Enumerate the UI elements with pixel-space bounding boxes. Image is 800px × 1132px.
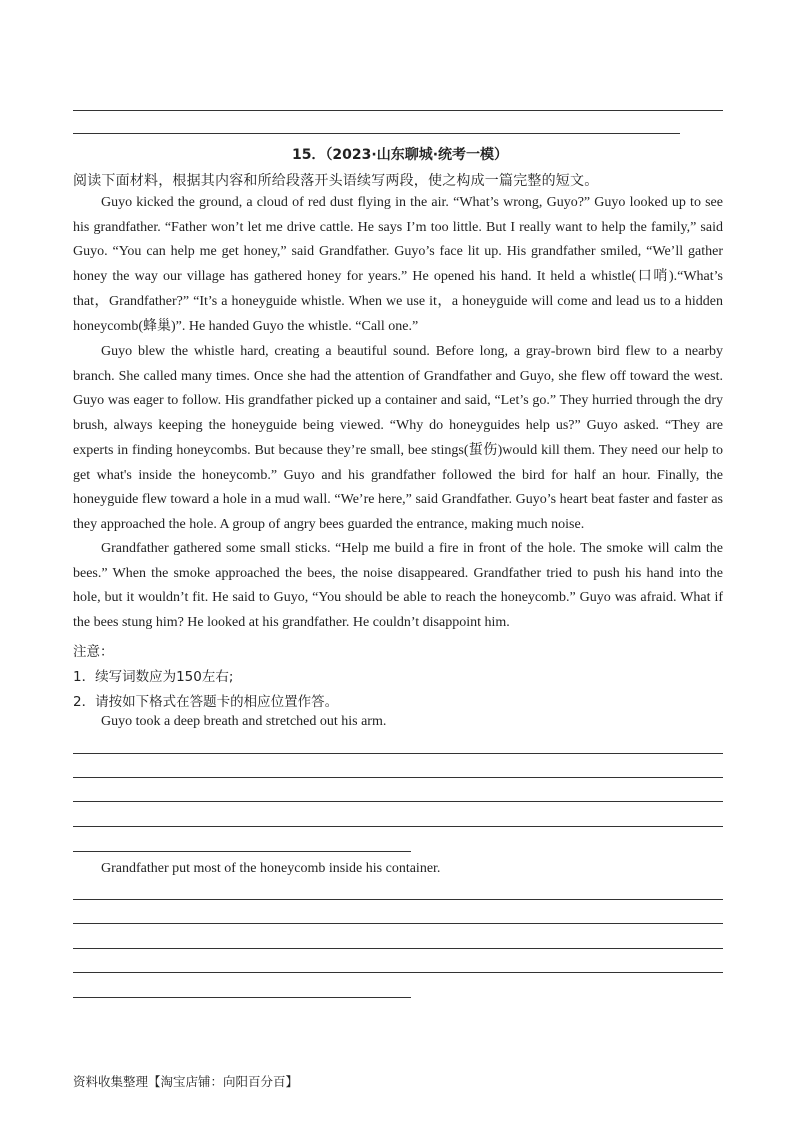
question-intro: 阅读下面材料，根据其内容和所给段落开头语续写两段，使之构成一篇完整的短文。: [73, 173, 599, 189]
answer-line: [73, 972, 723, 973]
question-title: 15．（2023·山东聊城·统考一模）: [291, 147, 509, 163]
answer-line: [73, 753, 723, 754]
answer-line: [73, 923, 723, 924]
answer-line: [73, 851, 411, 852]
notes-label: 注意：: [73, 644, 114, 660]
footer-source: 资料收集整理【淘宝店铺：向阳百分百】: [73, 1074, 299, 1089]
answer-line: [73, 899, 723, 900]
story-paragraph-1: Guyo kicked the ground, a cloud of red dust flying in the air. “What’s wrong, Guyo?” Guyo looked up to see his grandfather. “Father won’t let me drive cattle. He says I’m too little. But I really want to help the family,” said Guyo. “You can help me get honey,” said Grandfather. Guyo’s face lit up. His grandfather smiled, “We’ll gather honey the way our village has gathered honey for years.” He opened his hand. It held a whistle(口哨).“What’s that，Grandfather?” “It’s a honeyguide whistle. When we use it，a honeyguide will come and lead us to a hidden honeycomb(蜂巢)”. He handed Guyo the whistle. “Call one.”: [73, 195, 723, 334]
story-paragraph-2: Guyo blew the whistle hard, creating a beautiful sound. Before long, a gray-brown bird flew to a nearby branch. She called many times. Once she had the attention of Grandfather and Guyo, she flew off toward the west. Guyo was eager to follow. His grandfather picked up a container and said, “Let’s go.” They hurried through the dry brush, always keeping the honeyguide being viewed. “Why do honeyguides help us?” Guyo asked. “They are experts in finding honeycombs. But because they’re small, bee stings(蜇伤)would kill them. They need our help to get what's inside the honeycomb.” Guyo and his grandfather followed the bird for half an hour. Finally, the honeyguide flew toward a hole in a mud wall. “We’re here,” said Grandfather. Guyo’s heart beat faster and faster as they approached the hole. A group of angry bees guarded the entrance, making much noise.: [73, 344, 723, 532]
answer-line: [73, 948, 723, 949]
answer-line: [73, 133, 680, 134]
continuation-prompt-1: Guyo took a deep breath and stretched out his arm.: [101, 714, 387, 729]
answer-line: [73, 777, 723, 778]
note-item: 2．请按如下格式在答题卡的相应位置作答。: [73, 694, 339, 710]
story-paragraph-3: Grandfather gathered some small sticks. “Help me build a fire in front of the hole. The smoke will calm the bees.” When the smoke approached the bees, the noise disappeared. Grandfather tried to push his hand into the hole, but it wouldn’t fit. He said to Guyo, “You should be able to reach the honeycomb.” Guyo was afraid. What if the bees stung him? He looked at his grandfather. He couldn’t disappoint him.: [73, 541, 723, 631]
answer-line: [73, 997, 411, 998]
answer-line: [73, 110, 723, 111]
continuation-prompt-2: Grandfather put most of the honeycomb inside his container.: [101, 861, 441, 876]
answer-line: [73, 801, 723, 802]
note-item: 1．续写词数应为150左右;: [73, 669, 234, 685]
answer-line: [73, 826, 723, 827]
